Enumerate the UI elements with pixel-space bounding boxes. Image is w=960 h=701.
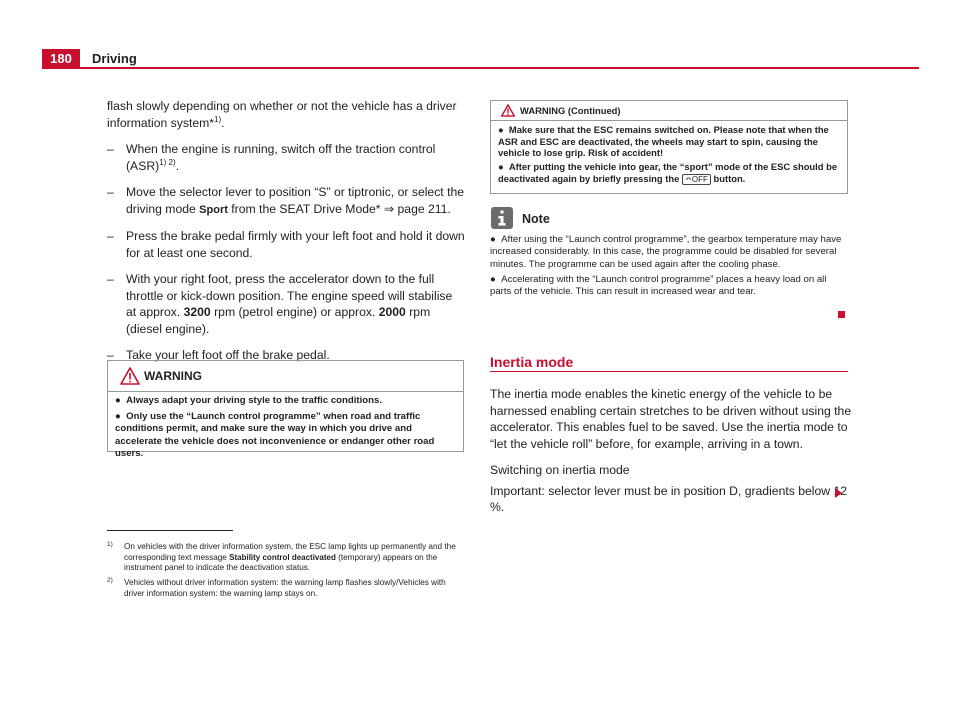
section-end-marker bbox=[838, 311, 845, 318]
esc-off-button-icon: OFF bbox=[682, 174, 711, 185]
chapter-title: Driving bbox=[92, 51, 137, 66]
footnote-1: 1) On vehicles with the driver information system, the ESC lamp lights up permanently and the corresponding text message Stability control deactivated (temporary) appears on the instrument panel to indicate the deactivation status. bbox=[107, 541, 456, 572]
footnote-mark: 1) bbox=[107, 541, 113, 548]
warning-continued-title: WARNING (Continued) bbox=[520, 105, 621, 116]
inertia-paragraph: The inertia mode enables the kinetic energy of the vehicle to be harnessed enabling certain stretches to be driven without using the accelerator. This enables fuel to be saved. Use the inertia mode to “let the vehicle roll” before, for example, arriving in a town. bbox=[490, 387, 852, 451]
dash-marker: – bbox=[107, 185, 114, 199]
step-accelerator: – With your right foot, press the accelerator down to the full throttle or kick-down position. The engine speed will stabilise at approx. 3200 rpm (petrol engine) or approx. 2000 rpm (diesel engine). bbox=[107, 272, 453, 336]
switching-on-subhead: Switching on inertia mode bbox=[490, 463, 630, 477]
rpm-diesel: 2000 bbox=[378, 305, 406, 319]
warning-body bbox=[108, 392, 463, 461]
dash-marker: – bbox=[107, 272, 114, 286]
warning-box bbox=[107, 360, 464, 459]
warning-title: WARNING bbox=[144, 369, 202, 383]
warning-triangle-icon bbox=[501, 104, 515, 117]
header-rule bbox=[42, 67, 919, 69]
warning-item: ● Only use the “Launch control programme” when road and traffic conditions permit, and make sure the way in which you drive and accelerate the vehicle does not inconvenience or endanger other road users. bbox=[115, 410, 435, 459]
dash-marker: – bbox=[107, 348, 114, 362]
step-brake-pedal: – Press the brake pedal firmly with your left foot and hold it down for at least one second. bbox=[107, 229, 465, 260]
dash-marker: – bbox=[107, 142, 114, 156]
left-column bbox=[107, 98, 465, 364]
important-note: Important: selector lever must be in position D, gradients below 12 %. bbox=[490, 483, 848, 514]
note-title: Note bbox=[522, 212, 550, 226]
page-number: 180 bbox=[42, 49, 80, 68]
section-title-inertia-mode: Inertia mode bbox=[490, 354, 574, 370]
warning-triangle-icon bbox=[120, 367, 140, 385]
warning-item: ● After putting the vehicle into gear, the “sport” mode of the ESC should be deactivated again by briefly pressing the OFF button. bbox=[498, 161, 838, 184]
footnote-rule bbox=[107, 530, 233, 531]
note-icon bbox=[491, 207, 513, 229]
warning-continued-box bbox=[490, 100, 848, 194]
footnote-mark: 2) bbox=[107, 577, 113, 584]
step-switch-off-asr: – When the engine is running, switch off the traction control (ASR)$^{1) 2)}$. bbox=[107, 142, 436, 173]
step-selector-lever: – Move the selector lever to position “S” or tiptronic, or select the driving mode Sport from the SEAT Drive Mode* ⇒ page 211. bbox=[107, 185, 465, 216]
note-item: ● After using the “Launch control programme”, the gearbox temperature may have increased considerably. In this case, the programme could be disabled for several minutes. The programme can be used again after the cooling phase. bbox=[490, 234, 842, 270]
rpm-petrol: 3200 bbox=[183, 305, 211, 319]
note-info-glyph-icon bbox=[491, 207, 513, 229]
footnote-2: 2) Vehicles without driver information system: the warning lamp flashes slowly/Vehicles with driver information system: the warning lamp stays on. bbox=[107, 577, 446, 598]
warning-continued-header bbox=[491, 101, 847, 121]
car-skid-icon bbox=[685, 175, 692, 182]
warning-continued-body bbox=[491, 121, 847, 185]
sport-mode-label: Sport bbox=[199, 203, 228, 216]
continue-arrow-icon bbox=[835, 488, 842, 498]
step-release-brake: – Take your left foot off the brake pedal. bbox=[107, 348, 330, 362]
intro-paragraph: flash slowly depending on whether or not the vehicle has a driver information system*$^{1)}$. bbox=[107, 99, 457, 130]
note-body bbox=[490, 234, 848, 301]
warning-item: ● Always adapt your driving style to the traffic conditions. bbox=[115, 395, 383, 406]
note-item: ● Accelerating with the “Launch control programme” places a heavy load on all parts of the vehicle. This can result in increased wear and tear. bbox=[490, 273, 827, 298]
warning-header bbox=[108, 361, 463, 392]
section-rule bbox=[490, 371, 848, 372]
inertia-mode-body bbox=[490, 386, 852, 516]
page-reference: from the SEAT Drive Mode* ⇒ page 211. bbox=[227, 201, 451, 216]
warning-item: ● Make sure that the ESC remains switched on. Please note that when the ASR and ESC are deactivated, the wheels may start to spin, causing the vehicle to lose grip. Risk of accident! bbox=[498, 124, 829, 159]
dash-marker: – bbox=[107, 229, 114, 243]
